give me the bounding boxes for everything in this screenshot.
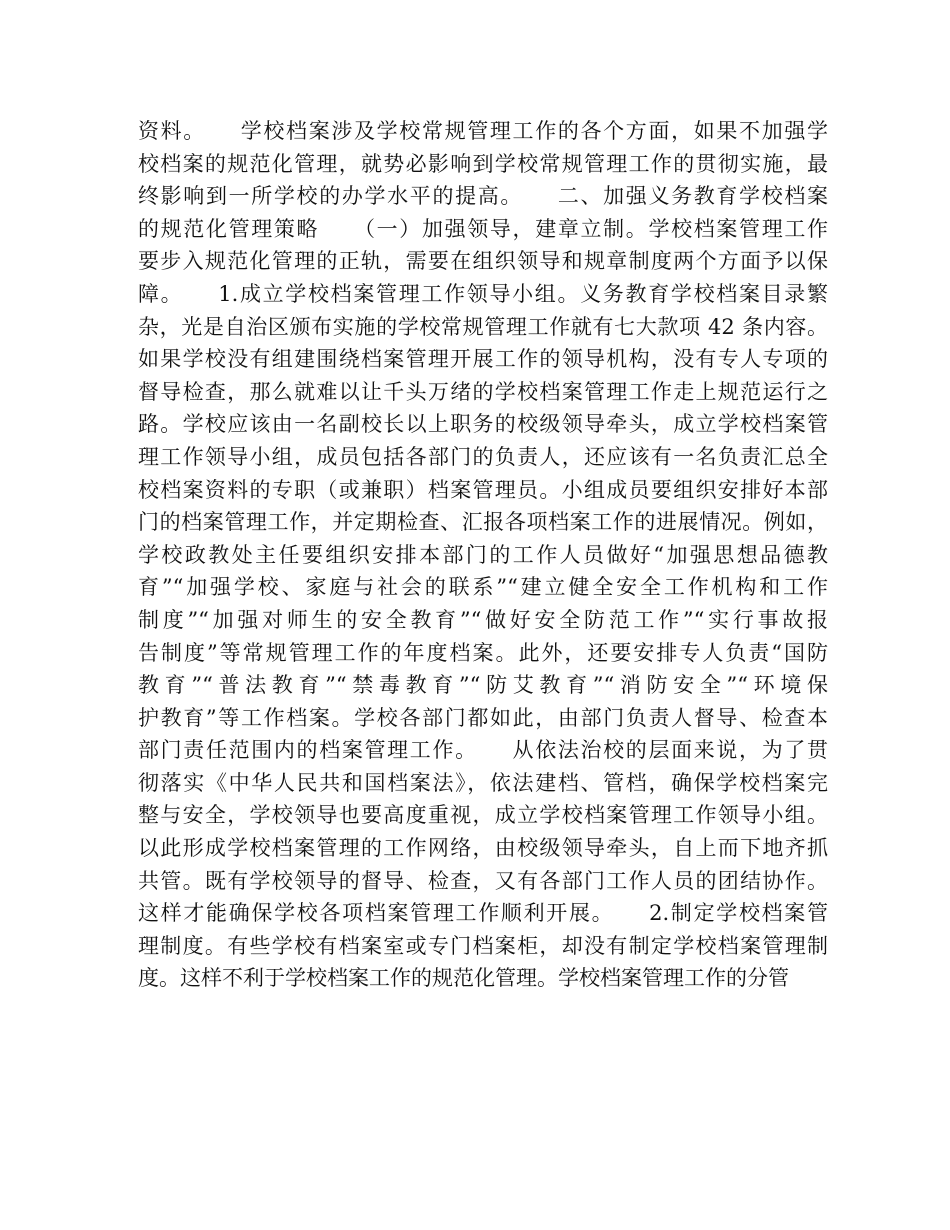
text-line: 共管。既有学校领导的督导、检查，又有各部门工作人员的团结协作。 <box>138 868 828 893</box>
text-line: 制度”“加强对师生的安全教育”“做好安全防范工作”“实行事故报 <box>138 607 828 632</box>
text-line: 整与安全，学校领导也要高度重视，成立学校档案管理工作领导小组。 <box>138 803 828 828</box>
text-line: 督导检查，那么就难以让千头万绪的学校档案管理工作走上规范运行之 <box>138 379 828 404</box>
text-line: 这样才能确保学校各项档案管理工作顺利开展。 2.制定学校档案管 <box>138 901 828 926</box>
text-line: 的规范化管理策略 （一）加强领导，建章立制。学校档案管理工作 <box>138 216 828 241</box>
text-line: 障。 1.成立学校档案管理工作领导小组。义务教育学校档案目录繁 <box>138 281 828 306</box>
text-line: 门的档案管理工作，并定期检查、汇报各项档案工作的进展情况。例如， <box>138 510 828 535</box>
text-line: 终影响到一所学校的办学水平的提高。 二、加强义务教育学校档案 <box>138 184 828 209</box>
body-text <box>138 115 828 995</box>
text-line: 部门责任范围内的档案管理工作。 从依法治校的层面来说，为了贯 <box>138 738 828 763</box>
text-line: 以此形成学校档案管理的工作网络，由校级领导牵头，自上而下地齐抓 <box>138 836 828 861</box>
text-line: 理工作领导小组，成员包括各部门的负责人，还应该有一名负责汇总全 <box>138 444 828 469</box>
text-line: 彻落实《中华人民共和国档案法》，依法建档、管档，确保学校档案完 <box>138 770 828 795</box>
text-line: 资料。 学校档案涉及学校常规管理工作的各个方面，如果不加强学 <box>138 119 828 143</box>
text-line: 告制度”等常规管理工作的年度档案。此外，还要安排专人负责“国防 <box>138 640 828 665</box>
text-line: 校档案的规范化管理，就势必影响到学校常规管理工作的贯彻实施，最 <box>138 151 828 176</box>
text-line: 学校政教处主任要组织安排本部门的工作人员做好“加强思想品德教 <box>138 542 828 567</box>
text-line: 教育”“普法教育”“禁毒教育”“防艾教育”“消防安全”“环境保 <box>138 673 828 698</box>
text-line: 育”“加强学校、家庭与社会的联系”“建立健全安全工作机构和工作 <box>138 575 828 600</box>
text-line: 校档案资料的专职（或兼职）档案管理员。小组成员要组织安排好本部 <box>138 477 828 502</box>
text-line: 理制度。有些学校有档案室或专门档案柜，却没有制定学校档案管理制 <box>138 933 828 958</box>
text-line: 要步入规范化管理的正轨，需要在组织领导和规章制度两个方面予以保 <box>138 249 828 274</box>
text-line: 护教育”等工作档案。学校各部门都如此，由部门负责人督导、检查本 <box>138 705 828 730</box>
text-line: 杂，光是自治区颁布实施的学校常规管理工作就有七大款项 42 条内容。 <box>138 314 828 339</box>
text-line: 如果学校没有组建围绕档案管理开展工作的领导机构，没有专人专项的 <box>138 347 828 372</box>
text-line: 路。学校应该由一名副校长以上职务的校级领导牵头，成立学校档案管 <box>138 412 828 437</box>
text-line: 度。这样不利于学校档案工作的规范化管理。学校档案管理工作的分管 <box>138 966 789 991</box>
